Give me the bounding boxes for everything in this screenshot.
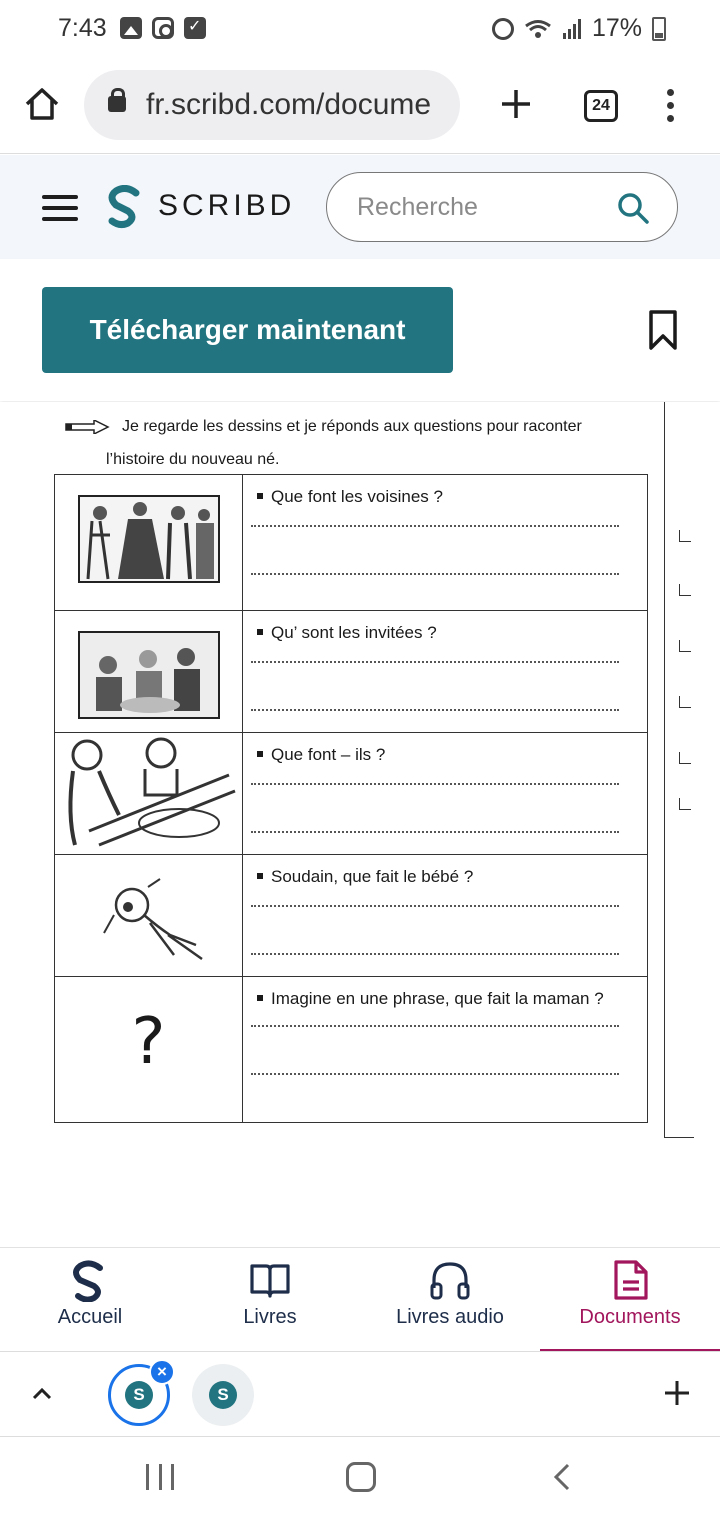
page-mark [679, 696, 691, 708]
nav-livres-audio[interactable] [360, 1248, 540, 1352]
home-button-icon[interactable] [346, 1462, 376, 1492]
nav-label: Accueil [57, 1306, 123, 1328]
scribd-logo-text[interactable]: SCRIBD [158, 189, 296, 222]
tab-chip-active[interactable] [108, 1364, 170, 1426]
scribd-tab-icon: S [209, 1381, 237, 1409]
answer-line[interactable] [251, 905, 619, 907]
notification-icons [120, 17, 206, 39]
bottom-navigation [0, 1247, 720, 1351]
page-mark [679, 584, 691, 596]
answer-line[interactable] [251, 953, 619, 955]
chevron-up-icon[interactable] [30, 1382, 54, 1406]
question-mark: ? [131, 1005, 166, 1079]
picture-cell [55, 733, 243, 855]
answer-line[interactable] [251, 573, 619, 575]
page-mark [679, 752, 691, 764]
instruction-line-2: l’histoire du nouveau né. [106, 451, 280, 468]
next-page-edge [664, 402, 694, 1138]
tab-switcher-button[interactable]: 24 [584, 90, 618, 122]
picture-cell [55, 475, 243, 611]
battery-percent: 17% [591, 14, 642, 42]
answer-line[interactable] [251, 831, 619, 833]
table-row [55, 733, 648, 855]
worksheet-table [54, 474, 648, 1123]
system-navigation [0, 1438, 720, 1520]
question-text: Que font les voisines ? [243, 475, 647, 509]
scribd-tab-icon: S [125, 1381, 153, 1409]
document-instruction [64, 410, 644, 476]
question-cell [243, 855, 648, 977]
add-tab-icon[interactable] [662, 1378, 692, 1408]
page-mark [679, 798, 691, 810]
url-text: fr.scribd.com/docume [146, 88, 432, 121]
table-row [55, 611, 648, 733]
question-cell [243, 475, 648, 611]
answer-line[interactable] [251, 709, 619, 711]
table-row [55, 977, 648, 1123]
nav-livres[interactable] [180, 1248, 360, 1352]
answer-line[interactable] [251, 783, 619, 785]
neighbours-drawing [78, 495, 220, 583]
nav-accueil[interactable] [0, 1248, 180, 1352]
nav-label: Documents [579, 1306, 681, 1328]
question-text: Qu’ sont les invitées ? [243, 611, 647, 645]
status-right [492, 14, 666, 43]
answer-line[interactable] [251, 525, 619, 527]
signal-icon [562, 19, 582, 39]
download-bar [0, 259, 720, 401]
page-mark [679, 640, 691, 652]
new-tab-icon[interactable] [498, 86, 534, 122]
question-cell [243, 611, 648, 733]
scribd-logo-icon [68, 1258, 112, 1302]
tab-chip[interactable] [192, 1364, 254, 1426]
battery-icon [652, 17, 666, 41]
question-text: Que font – ils ? [243, 733, 647, 767]
address-bar[interactable] [84, 70, 460, 140]
alarm-icon [492, 18, 514, 40]
question-cell [243, 977, 648, 1123]
document-viewer[interactable] [0, 402, 720, 1247]
search-placeholder: Recherche [357, 193, 478, 221]
back-icon[interactable] [552, 1462, 572, 1492]
headphones-icon [428, 1258, 472, 1302]
site-header [0, 155, 720, 259]
nav-documents[interactable] [540, 1248, 720, 1352]
close-icon[interactable]: × [149, 1359, 175, 1385]
nav-label: Livres audio [396, 1306, 504, 1328]
bookmark-icon[interactable] [648, 309, 678, 351]
question-text: Soudain, que fait le bébé ? [243, 855, 647, 889]
question-text: Imagine en une phrase, que fait la maman ? [243, 977, 647, 1011]
parents-drawing [59, 735, 239, 851]
instruction-line-1: Je regarde les dessins et je réponds aux questions pour raconter [122, 418, 582, 435]
answer-line[interactable] [251, 1073, 619, 1075]
book-icon [248, 1258, 292, 1302]
scribd-logo-icon[interactable] [106, 185, 144, 229]
hamburger-menu-icon[interactable] [42, 195, 78, 221]
table-row [55, 855, 648, 977]
wifi-icon [524, 19, 552, 39]
answer-line[interactable] [251, 1025, 619, 1027]
lock-icon [108, 96, 126, 112]
status-bar [0, 0, 720, 58]
search-input[interactable] [326, 172, 678, 242]
question-cell [243, 733, 648, 855]
page-mark [679, 530, 691, 542]
status-time: 7:43 [58, 14, 107, 42]
instagram-icon [152, 17, 174, 39]
arrow-right-icon [64, 420, 110, 434]
table-row [55, 475, 648, 611]
answer-line[interactable] [251, 661, 619, 663]
checkbox-icon [184, 17, 206, 39]
picture-cell [55, 611, 243, 733]
document-icon [608, 1258, 652, 1302]
baby-drawing [78, 875, 220, 963]
picture-cell [55, 977, 243, 1123]
picture-cell [55, 855, 243, 977]
gallery-icon [120, 17, 142, 39]
search-icon[interactable] [617, 192, 649, 224]
recent-apps-icon[interactable] [146, 1464, 174, 1490]
home-icon[interactable] [22, 84, 62, 124]
tab-group-bar [0, 1351, 720, 1437]
download-now-button[interactable]: Télécharger maintenant [42, 287, 453, 373]
browser-toolbar [0, 58, 720, 154]
nav-label: Livres [243, 1306, 297, 1328]
guests-drawing [78, 631, 220, 719]
more-menu-icon[interactable] [660, 86, 680, 126]
